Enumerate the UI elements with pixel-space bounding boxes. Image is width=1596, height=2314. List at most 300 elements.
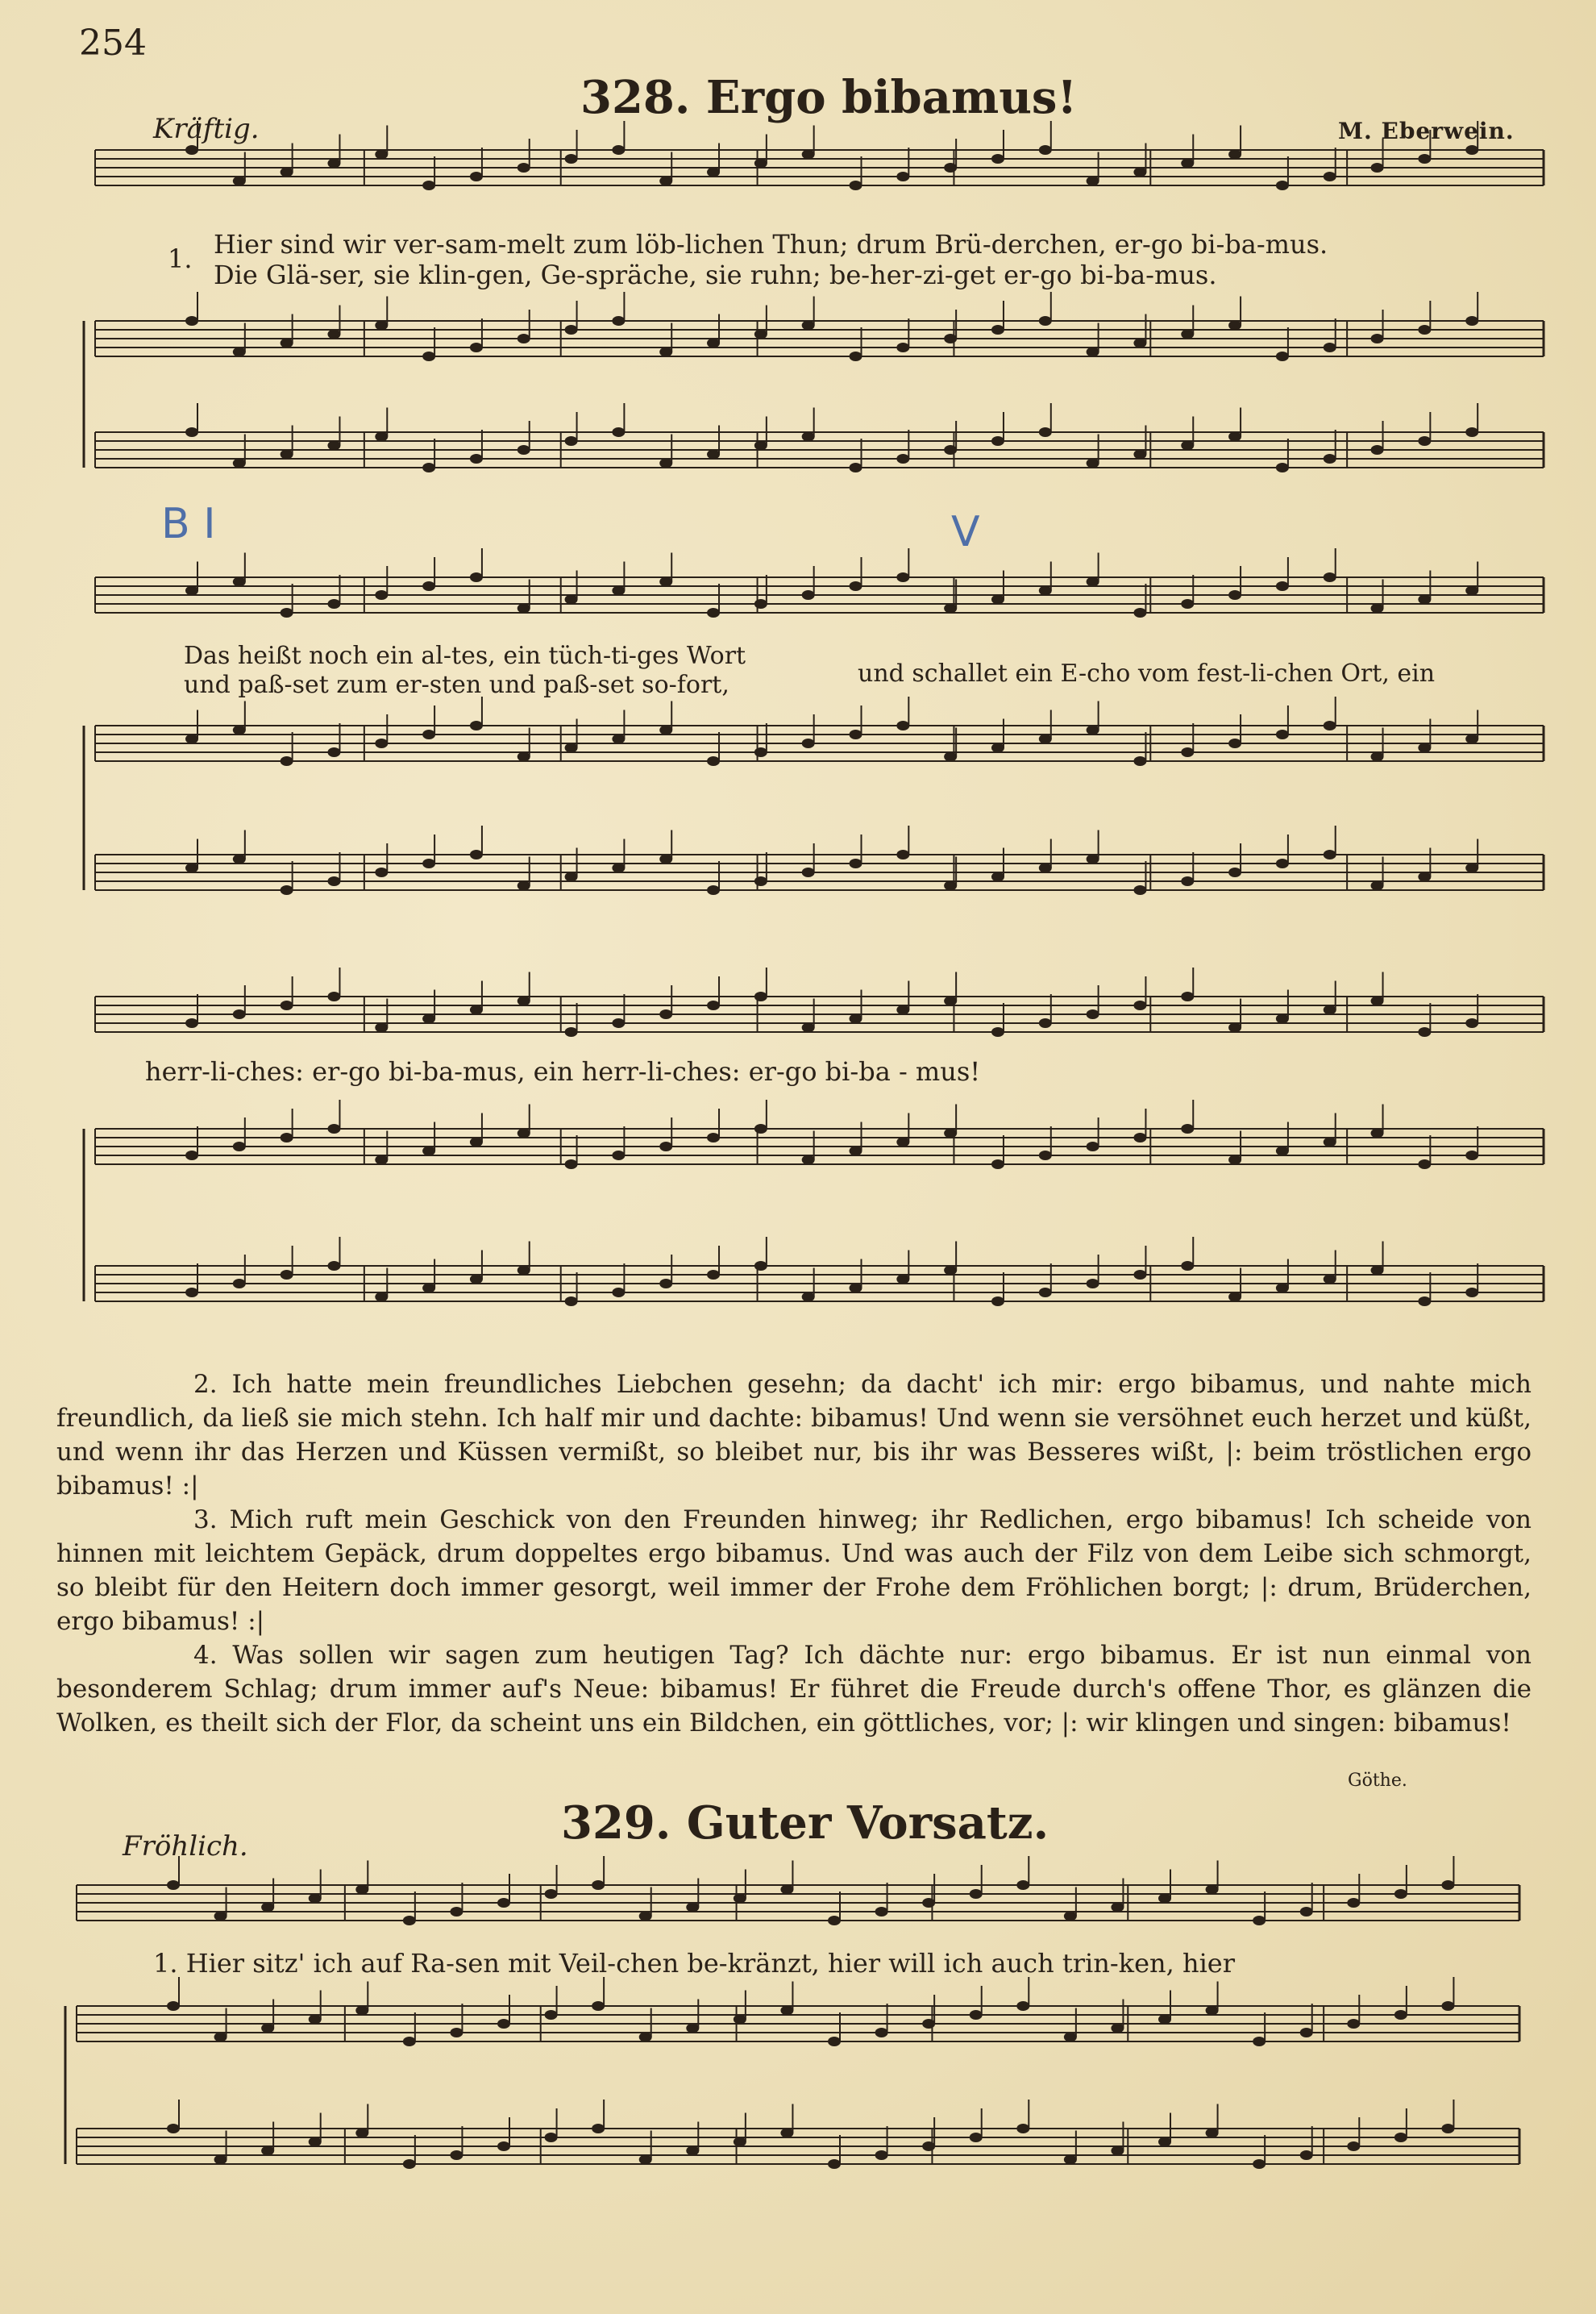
note-head <box>991 1027 1004 1037</box>
note-head <box>754 992 767 1001</box>
pencil-mark-bI: B I <box>161 500 216 548</box>
note-head <box>944 604 957 614</box>
note-head <box>565 872 578 882</box>
note-head <box>1300 1907 1313 1917</box>
note-head <box>375 321 388 331</box>
note-head <box>1276 181 1289 190</box>
note-head <box>422 1284 435 1293</box>
note-head <box>167 2001 180 2011</box>
note-head <box>802 321 815 331</box>
note-head <box>422 1147 435 1156</box>
note-head <box>850 352 862 361</box>
note-head <box>1465 1288 1478 1297</box>
note-head <box>517 997 530 1006</box>
note-head <box>970 2133 983 2142</box>
note-head <box>1181 1261 1194 1271</box>
note-head <box>327 1124 340 1134</box>
note-head <box>944 997 957 1006</box>
note-head <box>545 2010 558 2020</box>
note-head <box>707 1001 720 1010</box>
note-head <box>944 881 957 891</box>
note-head <box>850 1284 862 1293</box>
note-head <box>659 1009 672 1019</box>
note-head <box>281 1001 293 1010</box>
note-head <box>592 2001 605 2011</box>
note-head <box>309 2137 322 2147</box>
note-head <box>875 2150 888 2160</box>
note-head <box>612 427 625 437</box>
note-head <box>1465 864 1478 873</box>
note-head <box>1228 1292 1241 1302</box>
note-head <box>497 2019 510 2029</box>
note-head <box>754 876 767 886</box>
note-head <box>1133 885 1146 895</box>
verse-3: 3. Mich ruft mein Geschick von den Freunden hinweg; ihr Redlichen, ergo bibamus! Ich scheide von hinnen mit leichtem Gepäck, drum doppeltes ergo bibamus. Und was auch der Filz von dem Leibe sich schmorgt, so bleibt für den Heitern doch immer gesorgt, weil immer der Frohe dem Fröhlichen borgt; |: drum, Brüderchen, ergo bibamus! :| <box>56 1505 1532 1636</box>
note-head <box>1228 590 1241 600</box>
note-head <box>233 855 246 864</box>
note-head <box>944 1129 957 1138</box>
note-head <box>470 721 483 730</box>
note-head <box>828 2037 841 2046</box>
note-head <box>970 2010 983 2020</box>
note-head <box>659 1142 672 1151</box>
note-head <box>375 1292 388 1302</box>
lyrics-line-3: herr-li-ches: er-go bi-ba-mus, ein herr-li-ches: er-go bi-ba - mus! <box>145 1056 981 1087</box>
note-head <box>327 747 340 757</box>
note-head <box>375 1155 388 1165</box>
note-head <box>214 2033 227 2042</box>
note-head <box>545 2133 558 2142</box>
verse-2: 2. Ich hatte mein freundliches Liebchen gesehn; da dacht' ich mir: ergo bibamus, und nahte mich freundlich, da ließ sie mich stehn. Ich half mir und dachte: bibamus! Und wenn sie versöhnet euch herzet und küßt, und wenn ihr das Herzen und Küssen vermißt, so bleibet nur, bis ihr was Besseres wißt, |: beim tröstlichen ergo bibamus! :| <box>56 1370 1532 1500</box>
note-head <box>686 2024 699 2033</box>
note-head <box>1418 1159 1431 1169</box>
note-head <box>1465 735 1478 744</box>
note-head <box>944 752 957 762</box>
note-head <box>754 1261 767 1271</box>
note-head <box>1465 427 1478 437</box>
note-head <box>470 1275 483 1284</box>
note-head <box>1324 1275 1336 1284</box>
note-head <box>659 726 672 735</box>
note-head <box>309 2015 322 2025</box>
note-head <box>1228 321 1241 331</box>
note-head <box>639 2155 652 2165</box>
note-head <box>896 454 909 464</box>
note-head <box>422 463 435 472</box>
note-head <box>185 586 198 596</box>
lyrics-line-2b: und paß-set zum er-sten und paß-set so-fort, <box>184 671 729 699</box>
note-head <box>1133 1133 1146 1142</box>
lyrics-line-1b: Die Glä-ser, sie klin-gen, Ge-spräche, sie ruhn; be-her-zi-get er-go bi-ba-mus. <box>214 260 1217 290</box>
note-head <box>470 1005 483 1015</box>
note-head <box>1228 739 1241 748</box>
note-head <box>355 1885 368 1895</box>
note-head <box>802 1155 815 1165</box>
note-head <box>1324 343 1336 352</box>
note-head <box>1158 1894 1171 1904</box>
note-head <box>375 739 388 748</box>
note-head <box>802 868 815 877</box>
note-head <box>233 1142 246 1151</box>
note-head <box>1158 2137 1171 2147</box>
note-head <box>780 2129 793 2138</box>
note-head <box>1324 572 1336 582</box>
note-head <box>214 2155 227 2165</box>
note-head <box>281 1133 293 1142</box>
note-head <box>1039 735 1052 744</box>
note-head <box>565 1027 578 1037</box>
note-head <box>565 743 578 753</box>
note-head <box>802 590 815 600</box>
note-head <box>896 1138 909 1147</box>
note-head <box>1228 868 1241 877</box>
note-head <box>1181 441 1194 451</box>
note-head <box>233 459 246 468</box>
note-head <box>1181 876 1194 886</box>
note-head <box>1133 1001 1146 1010</box>
note-head <box>355 2129 368 2138</box>
note-head <box>1133 450 1146 460</box>
note-head <box>1276 1147 1289 1156</box>
note-head <box>1276 463 1289 472</box>
note-head <box>470 454 483 464</box>
note-head <box>991 325 1004 335</box>
note-head <box>1087 177 1099 186</box>
note-head <box>1016 2124 1029 2133</box>
note-head <box>545 1889 558 1899</box>
note-head <box>850 1147 862 1156</box>
composer-name: M. Eberwein. <box>1338 118 1515 144</box>
note-head <box>281 168 293 177</box>
note-head <box>612 1288 625 1297</box>
note-head <box>1111 2024 1124 2033</box>
note-head <box>707 1270 720 1280</box>
note-head <box>754 159 767 169</box>
note-head <box>281 339 293 348</box>
note-head <box>1465 1151 1478 1160</box>
note-head <box>375 590 388 600</box>
note-head <box>1371 1266 1384 1276</box>
note-head <box>1394 2010 1407 2020</box>
lyrics-line-1a: Hier sind wir ver-sam-melt zum löb-lichen Thun; drum Brü-derchen, er-go bi-ba-mus. <box>214 229 1328 260</box>
verse-4: 4. Was sollen wir sagen zum heutigen Tag? Ich dächte nur: ergo bibamus. Er ist nun einmal von besonderem Schlag; drum immer auf's Neue: bibamus! Er führet die Freude durch's offene Thor, es glänzen die Wolken, es theilt sich der Flor, da scheint uns ein Bildchen, ein göttliches, vor; |: wir klingen und singen: bibamus! <box>56 1641 1532 1738</box>
note-head <box>233 177 246 186</box>
note-head <box>896 572 909 582</box>
note-head <box>1441 2001 1454 2011</box>
note-head <box>802 739 815 748</box>
note-head <box>612 586 625 596</box>
note-head <box>1039 586 1052 596</box>
note-head <box>450 2150 463 2160</box>
note-head <box>450 1907 463 1917</box>
note-head <box>185 316 198 326</box>
note-head <box>991 154 1004 164</box>
note-head <box>1253 1916 1266 1925</box>
note-head <box>327 330 340 339</box>
note-head <box>1371 1129 1384 1138</box>
note-head <box>233 1009 246 1019</box>
note-head <box>1465 586 1478 596</box>
note-head <box>754 747 767 757</box>
note-head <box>612 145 625 155</box>
note-head <box>422 352 435 361</box>
note-head <box>185 1151 198 1160</box>
note-head <box>470 572 483 582</box>
note-head <box>850 581 862 591</box>
note-head <box>185 864 198 873</box>
note-head <box>517 334 530 343</box>
note-head <box>185 145 198 155</box>
note-head <box>896 850 909 859</box>
note-head <box>327 159 340 169</box>
note-head <box>167 1880 180 1890</box>
note-head <box>612 1151 625 1160</box>
note-head <box>327 992 340 1001</box>
note-head <box>1371 997 1384 1006</box>
note-head <box>422 581 435 591</box>
note-head <box>1276 1014 1289 1024</box>
note-head <box>1087 726 1099 735</box>
note-head <box>1418 325 1431 335</box>
note-head <box>565 595 578 605</box>
note-head <box>1276 581 1289 591</box>
note-head <box>875 2028 888 2037</box>
note-head <box>233 348 246 357</box>
note-head <box>1441 2124 1454 2133</box>
note-head <box>1465 316 1478 326</box>
note-head <box>1418 1027 1431 1037</box>
note-head <box>450 2028 463 2037</box>
note-head <box>470 172 483 181</box>
note-head <box>1418 743 1431 753</box>
note-head <box>1206 2129 1219 2138</box>
note-head <box>707 1133 720 1142</box>
lyrics-329-line-1: 1. Hier sitz' ich auf Ra-sen mit Veil-chen be-kränzt, hier will ich auch trin-ken, hier <box>153 1948 1236 1979</box>
note-head <box>780 2006 793 2016</box>
note-head <box>734 1894 746 1904</box>
note-head <box>1324 1005 1336 1015</box>
note-head <box>261 2024 274 2033</box>
note-head <box>922 2141 935 2151</box>
note-head <box>1206 1885 1219 1895</box>
poem-author: Göthe. <box>1348 1771 1407 1791</box>
note-head <box>1253 2037 1266 2046</box>
note-head <box>1016 1880 1029 1890</box>
note-head <box>355 2006 368 2016</box>
note-head <box>1418 154 1431 164</box>
note-head <box>754 441 767 451</box>
note-head <box>1087 459 1099 468</box>
note-head <box>970 1889 983 1899</box>
note-head <box>1276 352 1289 361</box>
note-head <box>1228 1023 1241 1033</box>
note-head <box>1039 427 1052 437</box>
note-head <box>1324 454 1336 464</box>
note-head <box>612 864 625 873</box>
note-head <box>922 2019 935 2029</box>
note-head <box>659 348 672 357</box>
note-head <box>1111 1903 1124 1912</box>
lyrics-line-2c: und schallet ein E-cho vom fest-li-chen Ort, ein <box>858 660 1436 688</box>
note-head <box>896 343 909 352</box>
note-head <box>422 181 435 190</box>
note-head <box>896 1275 909 1284</box>
note-head <box>1228 150 1241 160</box>
note-head <box>991 872 1004 882</box>
note-head <box>1087 855 1099 864</box>
note-head <box>686 2146 699 2156</box>
note-head <box>659 577 672 587</box>
note-head <box>1039 316 1052 326</box>
note-head <box>185 1288 198 1297</box>
note-head <box>1371 752 1384 762</box>
tempo-marking-329: Fröhlich. <box>123 1830 248 1862</box>
note-head <box>1133 756 1146 766</box>
note-head <box>850 859 862 868</box>
note-head <box>327 441 340 451</box>
note-head <box>185 735 198 744</box>
note-head <box>517 1266 530 1276</box>
note-head <box>659 177 672 186</box>
lyrics-line-2a: Das heißt noch ein al-tes, ein tüch-ti-ges Wort <box>184 642 746 670</box>
note-head <box>896 172 909 181</box>
note-head <box>1324 850 1336 859</box>
note-head <box>517 881 530 891</box>
note-head <box>802 1292 815 1302</box>
note-head <box>517 445 530 455</box>
note-head <box>1276 1284 1289 1293</box>
note-head <box>991 743 1004 753</box>
note-head <box>1181 1124 1194 1134</box>
note-head <box>422 1014 435 1024</box>
tempo-marking-328: Kräftig. <box>153 113 260 145</box>
note-head <box>1181 747 1194 757</box>
song-title-329: 329. Guter Vorsatz. <box>561 1796 1049 1850</box>
note-head <box>327 599 340 609</box>
note-head <box>1087 348 1099 357</box>
note-head <box>1394 2133 1407 2142</box>
note-head <box>403 2159 416 2169</box>
note-head <box>659 459 672 468</box>
note-head <box>1064 1912 1077 1921</box>
note-head <box>686 1903 699 1912</box>
note-head <box>707 756 720 766</box>
note-head <box>991 1296 1004 1306</box>
note-head <box>991 595 1004 605</box>
note-head <box>517 752 530 762</box>
note-head <box>1111 2146 1124 2156</box>
note-head <box>1087 1142 1099 1151</box>
note-head <box>802 1023 815 1033</box>
note-head <box>1133 339 1146 348</box>
note-head <box>1371 163 1384 173</box>
note-head <box>233 577 246 587</box>
note-head <box>612 735 625 744</box>
note-head <box>403 1916 416 1925</box>
note-head <box>944 445 957 455</box>
note-head <box>828 2159 841 2169</box>
note-head <box>1465 1018 1478 1028</box>
note-head <box>1087 577 1099 587</box>
note-head <box>875 1907 888 1917</box>
note-head <box>828 1916 841 1925</box>
note-head <box>896 721 909 730</box>
note-head <box>1347 2019 1360 2029</box>
note-head <box>944 163 957 173</box>
note-head <box>754 1124 767 1134</box>
note-head <box>281 885 293 895</box>
note-head <box>1133 1270 1146 1280</box>
note-head <box>1418 872 1431 882</box>
note-head <box>734 2015 746 2025</box>
note-head <box>281 608 293 618</box>
note-head <box>659 1279 672 1288</box>
verse-number-1: 1. <box>168 243 193 274</box>
note-head <box>233 1279 246 1288</box>
note-head <box>850 463 862 472</box>
note-head <box>707 450 720 460</box>
note-head <box>422 859 435 868</box>
note-head <box>422 730 435 739</box>
note-head <box>1039 1288 1052 1297</box>
note-head <box>1371 445 1384 455</box>
note-head <box>375 868 388 877</box>
note-head <box>1206 2006 1219 2016</box>
note-head <box>612 316 625 326</box>
note-head <box>754 330 767 339</box>
note-head <box>639 1912 652 1921</box>
note-head <box>281 450 293 460</box>
note-head <box>327 1261 340 1271</box>
note-head <box>944 334 957 343</box>
note-head <box>659 855 672 864</box>
note-head <box>612 1018 625 1028</box>
note-head <box>754 599 767 609</box>
note-head <box>470 343 483 352</box>
note-head <box>1087 1279 1099 1288</box>
note-head <box>517 163 530 173</box>
note-head <box>780 1885 793 1895</box>
note-head <box>850 730 862 739</box>
note-head <box>592 2124 605 2133</box>
note-head <box>1300 2150 1313 2160</box>
note-head <box>185 1018 198 1028</box>
note-head <box>497 1898 510 1908</box>
note-head <box>281 756 293 766</box>
note-head <box>167 2124 180 2133</box>
note-head <box>1324 721 1336 730</box>
note-head <box>707 168 720 177</box>
note-head <box>565 154 578 164</box>
note-head <box>1228 432 1241 442</box>
note-head <box>1181 330 1194 339</box>
note-head <box>327 876 340 886</box>
note-head <box>375 150 388 160</box>
note-head <box>1064 2155 1077 2165</box>
note-head <box>1394 1889 1407 1899</box>
note-head <box>1371 604 1384 614</box>
note-head <box>707 608 720 618</box>
note-head <box>497 2141 510 2151</box>
note-head <box>1181 599 1194 609</box>
note-head <box>1276 730 1289 739</box>
note-head <box>1324 172 1336 181</box>
note-head <box>850 181 862 190</box>
pencil-mark-v: V <box>951 508 980 556</box>
note-head <box>470 850 483 859</box>
note-head <box>896 1005 909 1015</box>
note-head <box>1324 1138 1336 1147</box>
